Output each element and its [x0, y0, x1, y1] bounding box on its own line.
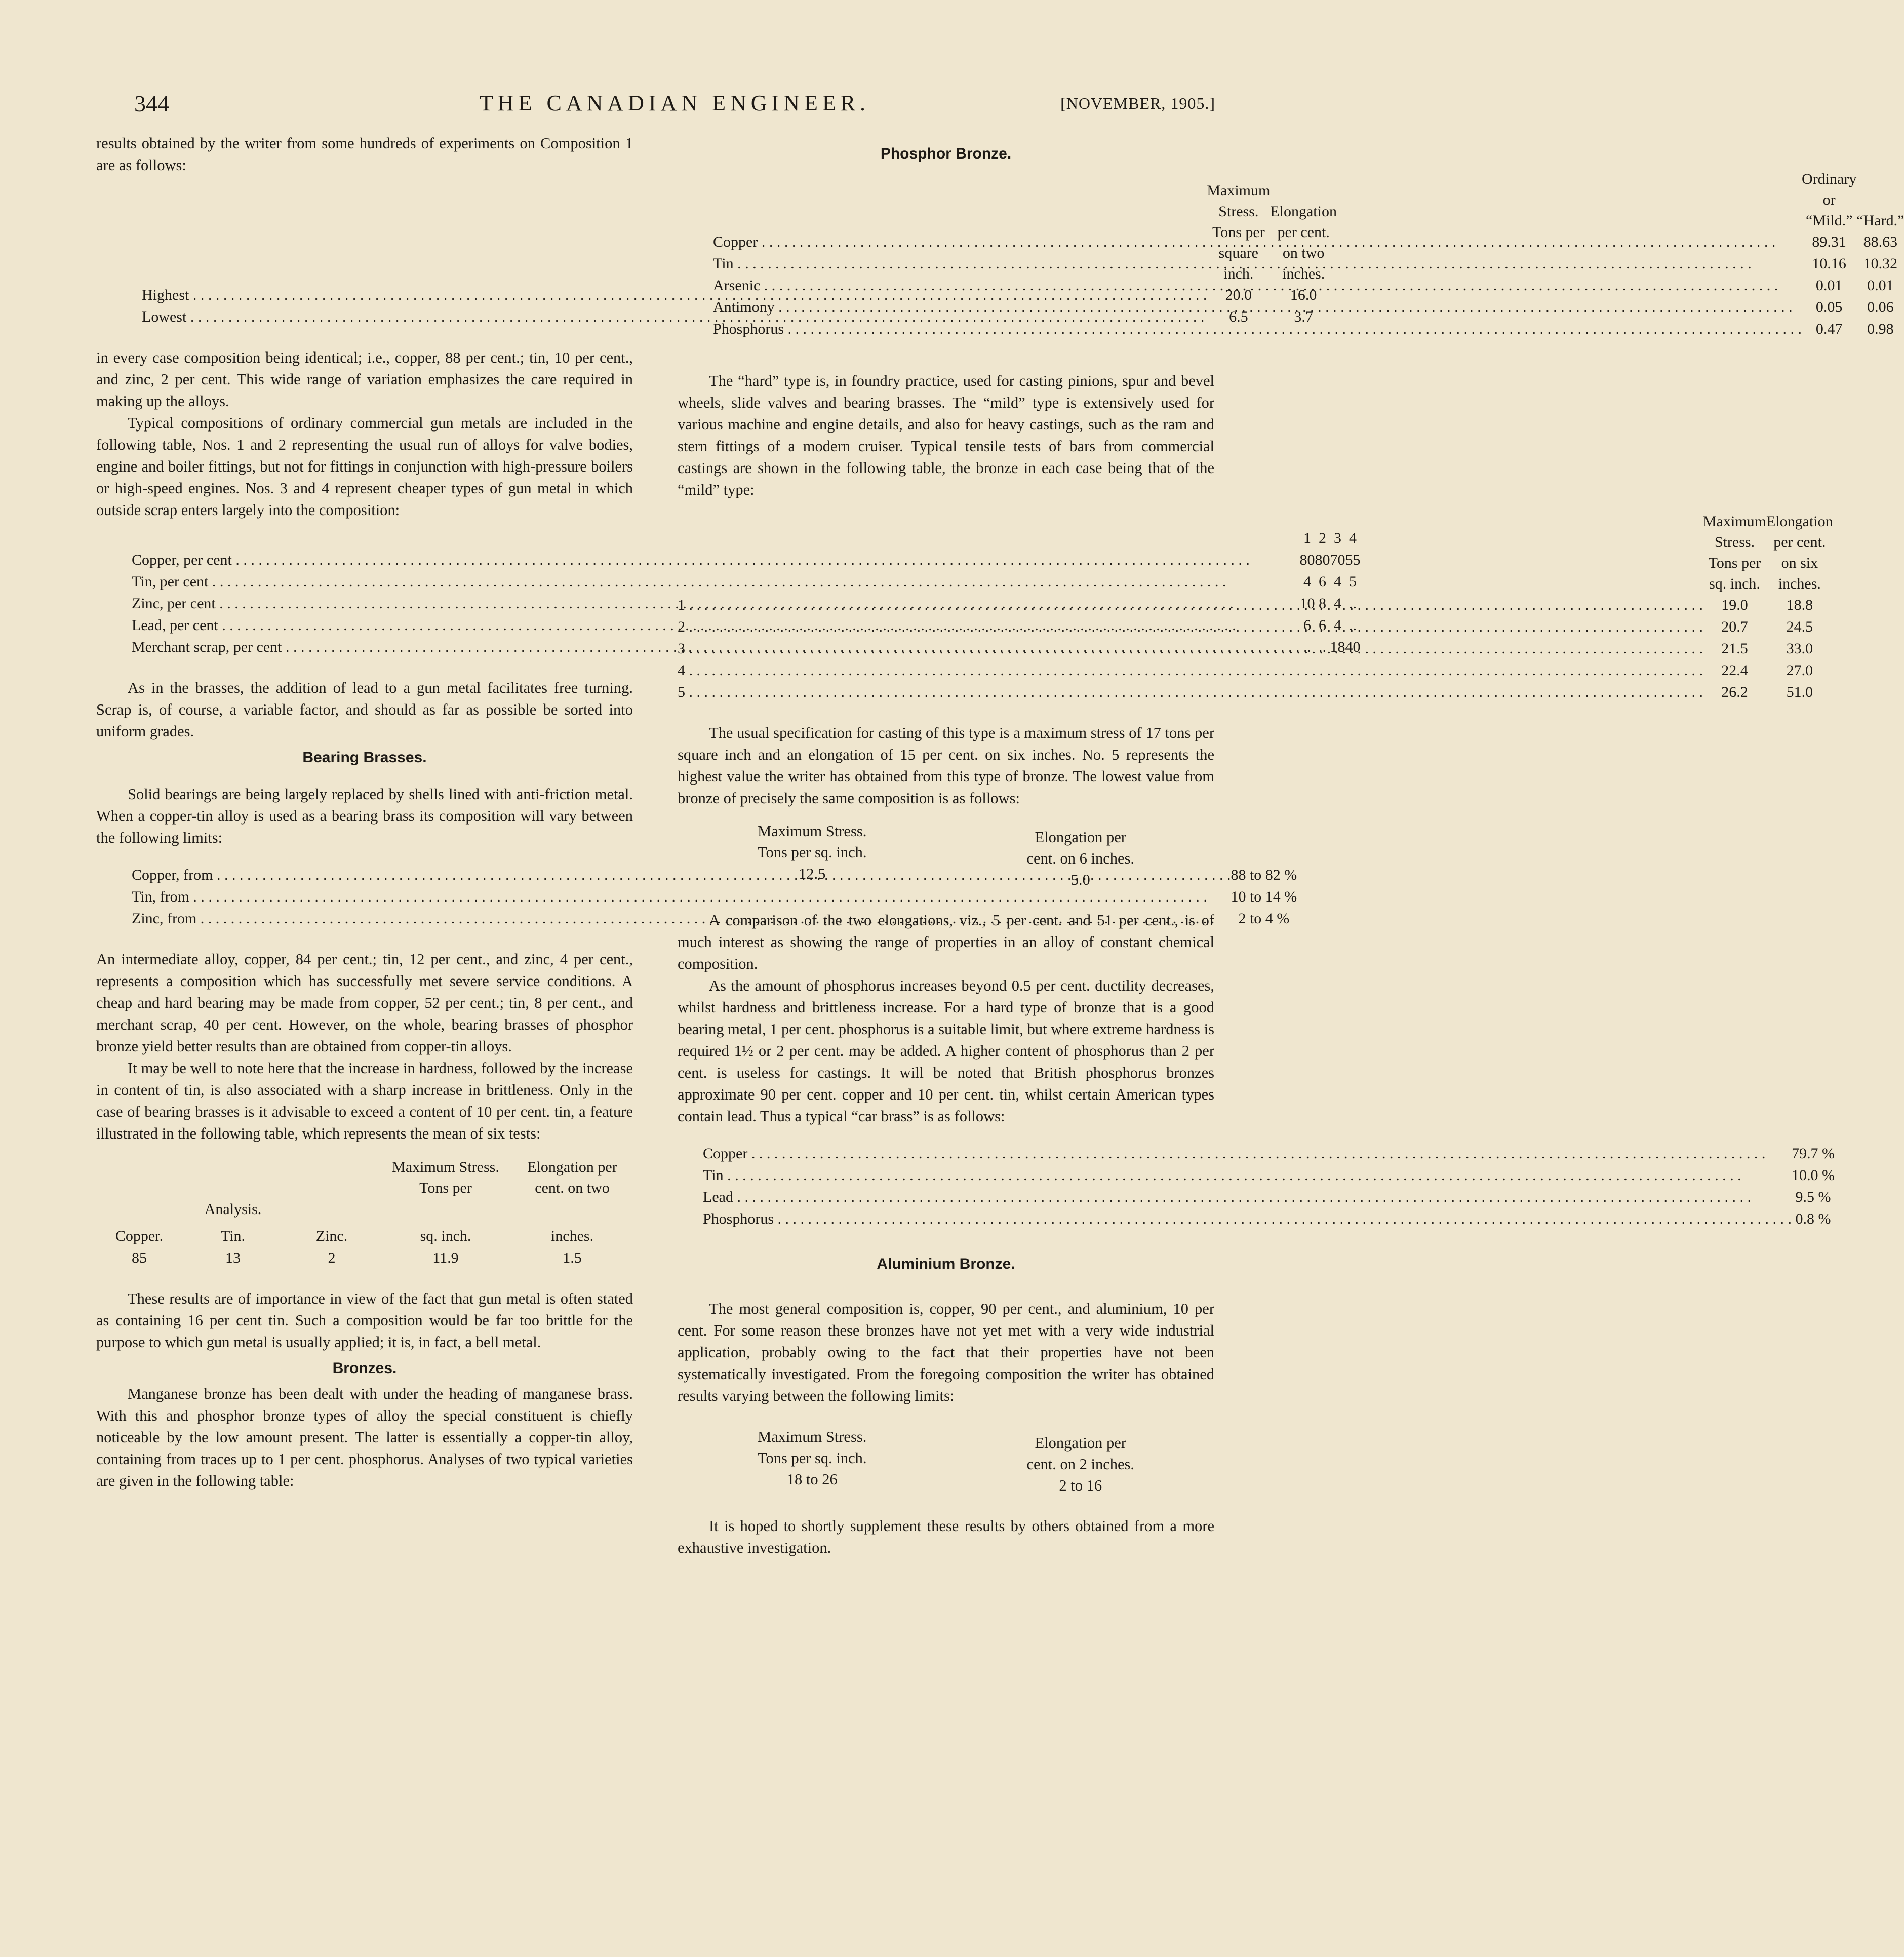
cell: 13: [225, 1249, 241, 1266]
cell: 19.0: [1721, 597, 1748, 613]
row-label: Tin . . .: [713, 253, 1802, 275]
cell: 26.2: [1721, 684, 1748, 700]
section-heading: Bronzes.: [332, 1360, 397, 1377]
row-label: Arsenic . . .: [713, 275, 1802, 296]
row-label: Antimony . . .: [713, 296, 1802, 318]
column-header: Elongation per cent. on two inches.: [1270, 203, 1337, 282]
row-label: 1 . . .: [678, 594, 1703, 616]
block-value: 18 to 26: [786, 1471, 838, 1488]
block-label: Maximum Stress.: [758, 1428, 867, 1445]
block-label: Elongation per: [1035, 1434, 1126, 1452]
row-label: 4 . . .: [678, 659, 1703, 681]
paragraph: As in the brasses, the addition of lead to a gun metal facilitates free turning. Scrap is, of course, a variable factor, and should as far as possible be sorted into uniform grades.: [96, 679, 633, 740]
row-label: Zinc, from . . .: [132, 908, 1231, 929]
cell: 55: [1345, 552, 1361, 568]
sub-header: sq. inch.: [420, 1228, 471, 1244]
tensile-tests-table: [678, 511, 1833, 703]
cell: 9.5 %: [1795, 1189, 1831, 1205]
block-value: 2 to 16: [1059, 1477, 1102, 1494]
cell: 0.01: [1867, 277, 1894, 294]
row-label: Phosphorus . . .: [703, 1208, 1792, 1230]
cell: 16.0: [1290, 287, 1317, 303]
column-header: 3: [1334, 530, 1342, 546]
cell: 0.8 %: [1795, 1210, 1831, 1227]
paragraph: As the amount of phosphorus increases beyond 0.5 per cent. ductility decreases, whilst hardness and brittleness increase. For a hard type of bronze that is a good bearing metal, 1 per cent. phosphorus is a suitable limit, but where extreme hardness is required 1½ or 2 per cent. may be added. A higher content of phosphorus than 2 per cent. is useless for castings. It will be noted that British phosphorus bronzes approximate 90 per cent. copper and 10 per cent. tin, whilst certain American types contain lead. Thus a typical “car brass” is as follows:: [678, 977, 1214, 1125]
block-value: 12.5: [799, 865, 826, 882]
elongation-block: [1026, 820, 1134, 890]
row-label: Lead, per cent . . .: [132, 614, 1300, 636]
cell: 11.9: [432, 1249, 459, 1266]
section-heading: Aluminium Bronze.: [877, 1256, 1015, 1272]
cell: 0.01: [1815, 277, 1843, 294]
paragraph: It may be well to note here that the increase in hardness, followed by the increase in content of tin, is also associated with a sharp increase in brittleness. Only in the case of bearing brasses is it advisable to exceed a content of 10 per cent. tin, a feature illustrated in the following table, which represents the mean of six tests:: [96, 1060, 633, 1142]
paragraph: Manganese bronze has been dealt with under the heading of manganese brass. With this and phosphor bronze types of alloy the special constituent is chiefly noticeable by the low amount present. The latter is essentially a copper-tin alloy, containing from traces up to 1 per cent. phosphorus. Analyses of two typical varieties are given in the following table:: [96, 1385, 633, 1490]
cell: 20.0: [1225, 287, 1252, 303]
column-header: Maximum Stress. Tons per square inch.: [1207, 182, 1271, 282]
sub-header: Tin.: [220, 1228, 246, 1244]
cell: 80: [1315, 552, 1330, 568]
paragraph: Solid bearings are being largely replaced by shells lined with anti-friction metal. When a copper-tin alloy is used as a bearing brass its composition will vary between the following limits:: [96, 786, 633, 846]
cell: 10.32: [1863, 255, 1898, 272]
paragraph: An intermediate alloy, copper, 84 per cent.; tin, 12 per cent., and zinc, 4 per cent., represents a composition which has successfully met severe service conditions. A cheap and hard bearing may be made from copper, 52 per cent.; tin, 8 per cent., and merchant scrap, 40 per cent. However, on the whole, bearing brasses of phosphor bronze yield better results than are obtained from copper-tin alloys.: [96, 951, 633, 1055]
section-heading: Phosphor Bronze.: [880, 145, 1012, 162]
page-number: 344: [134, 91, 169, 116]
row-label: 3 . . .: [678, 638, 1703, 659]
paragraph: in every case composition being identical; i.e., copper, 88 per cent.; tin, 10 per cent., and zinc, 2 per cent. This wide range of variation emphasizes the care required in making up the alloys.: [96, 349, 633, 410]
sub-header: inches.: [550, 1228, 594, 1244]
cell: 20.7: [1721, 618, 1748, 635]
cell: 6: [1319, 573, 1327, 590]
cell: 18: [1330, 639, 1345, 655]
paragraph: These results are of importance in view of the fact that gun metal is often stated as containing 16 per cent tin. Such a composition would be far too brittle for the purpose to which gun metal is usually applied; it is, in fact, a bell metal.: [96, 1290, 633, 1351]
row-label: Tin, per cent . . .: [132, 571, 1300, 593]
row-label: Tin, from . . .: [132, 886, 1231, 908]
cell: 4: [1334, 595, 1342, 612]
limits-block: [678, 1426, 1214, 1496]
row-label: Phosphorus . . .: [713, 318, 1802, 340]
block-label: Tons per sq. inch.: [757, 1450, 867, 1467]
cell: 89.31: [1812, 233, 1846, 250]
column-header: Maximum Stress. Tons per: [392, 1159, 499, 1196]
paragraph: Typical compositions of ordinary commercial gun metals are included in the following table, Nos. 1 and 2 representing the usual run of alloys for valve bodies, engine and boiler fittings, but not for fittings in conjunction with high-pressure boilers or high-speed engines. Nos. 3 and 4 represent cheaper types of gun metal in which outside scrap enters largely into the composition:: [96, 414, 633, 519]
cell: ..: [1319, 639, 1327, 655]
sub-header: Zinc.: [315, 1228, 348, 1244]
cell: 10: [1299, 595, 1315, 612]
row-label: Copper, from . . .: [132, 864, 1231, 886]
cell: 79.7 %: [1792, 1145, 1835, 1162]
stress-block: [758, 1426, 867, 1496]
cell: 10 to 14 %: [1231, 888, 1297, 905]
cell: 0.47: [1815, 321, 1843, 337]
cell: 4: [1334, 573, 1342, 590]
cell: 21.5: [1721, 640, 1748, 657]
column-header: Elongation per cent. on six inches.: [1766, 513, 1833, 592]
cell: 27.0: [1786, 662, 1813, 679]
row-label: Copper . . .: [713, 231, 1802, 253]
row-label: 2 . . .: [678, 616, 1703, 638]
row-label: Tin . . .: [703, 1164, 1792, 1186]
cell: 6.5: [1229, 308, 1248, 325]
block-label: cent. on 2 inches.: [1026, 1456, 1135, 1473]
cell: 0.06: [1867, 299, 1894, 316]
cell: 4: [1334, 617, 1342, 634]
row-label: Lead . . .: [703, 1186, 1792, 1208]
stress-block: [758, 820, 867, 890]
column-header: 4: [1349, 530, 1357, 546]
cell: 51.0: [1786, 684, 1813, 700]
block-value: 5.0: [1070, 871, 1090, 888]
cell: 5: [1349, 573, 1357, 590]
cell: 3.7: [1294, 308, 1313, 325]
lowest-value-block: [678, 820, 1214, 890]
column-header: Ordinary or “Mild.”: [1802, 171, 1857, 229]
cell: ..: [1349, 595, 1357, 612]
column-group-header: Analysis.: [204, 1201, 262, 1218]
mean-tests-table: [96, 1157, 633, 1269]
column-header: “Hard.”: [1856, 212, 1904, 229]
row-label: Highest . . .: [142, 284, 1207, 306]
cell: 2 to 4 %: [1238, 910, 1290, 927]
cell: 4: [1303, 573, 1312, 590]
paragraph: A comparison of the two elongations, viz., 5 per cent. and 51 per cent., is of much interest as showing the range of properties in an alloy of constant chemical composition.: [678, 912, 1214, 972]
cell: 85: [132, 1249, 147, 1266]
paragraph: results obtained by the writer from some hundreds of experiments on Composition 1 are as follows:: [96, 135, 633, 174]
page-header: [134, 90, 1215, 131]
cell: 24.5: [1786, 618, 1813, 635]
cell: 18.8: [1786, 597, 1813, 613]
cell: 88.63: [1863, 233, 1898, 250]
paragraph: The “hard” type is, in foundry practice, used for casting pinions, spur and bevel wheels, slide valves and bearing brasses. The “mild” type is extensively used for various machine and engine details, and also for heavy castings, such as the ram and stern fittings of a modern cruiser. Typical tensile tests of bars from commercial castings are shown in the following table, the bronze in each case being that of the “mild” type:: [678, 372, 1214, 498]
cell: 40: [1345, 639, 1361, 655]
column-header: Maximum Stress. Tons per sq. inch.: [1703, 513, 1766, 592]
phosphor-bronze-table: [713, 169, 1904, 340]
paragraph: The most general composition is, copper, 90 per cent., and aluminium, 10 per cent. For some reason these bronzes have not yet met with a very wide industrial application, probably owing to the fact that their properties have not been systematically investigated. From the foregoing composition the writer has obtained results varying between the following limits:: [678, 1300, 1214, 1404]
cell: 1.5: [563, 1249, 582, 1266]
elongation-block: [1026, 1426, 1134, 1496]
row-label: Copper . . .: [703, 1143, 1792, 1164]
cell: 33.0: [1786, 640, 1813, 657]
cell: 6: [1303, 617, 1312, 634]
car-brass-table: [703, 1143, 1835, 1230]
row-label: Copper, per cent . . .: [132, 549, 1300, 571]
column-header: 2: [1319, 530, 1327, 546]
journal-title: THE CANADIAN ENGINEER.: [479, 91, 870, 115]
cell: 8: [1319, 595, 1327, 612]
block-label: Tons per sq. inch.: [757, 844, 867, 861]
cell: 6: [1319, 617, 1327, 634]
cell: 2: [328, 1249, 336, 1266]
cell: ..: [1349, 617, 1357, 634]
cell: 0.98: [1867, 321, 1894, 337]
paragraph: It is hoped to shortly supplement these results by others obtained from a more exhaustive investigation.: [678, 1517, 1214, 1556]
block-label: Elongation per: [1035, 829, 1126, 846]
row-label: Lowest . . .: [142, 306, 1207, 328]
row-label: Merchant scrap, per cent . . .: [132, 636, 1300, 658]
column-header: Elongation per cent. on two: [527, 1159, 617, 1196]
cell: 70: [1330, 552, 1345, 568]
cell: 22.4: [1721, 662, 1748, 679]
section-heading: Bearing Brasses.: [302, 749, 427, 766]
cell: 10.0 %: [1792, 1167, 1835, 1184]
column-header: 1: [1303, 530, 1312, 546]
cell: 10.16: [1812, 255, 1846, 272]
cell: ..: [1303, 639, 1312, 655]
cell: 80: [1299, 552, 1315, 568]
block-label: Maximum Stress.: [758, 823, 867, 840]
cell: 0.05: [1815, 299, 1843, 316]
issue-date: [NOVEMBER, 1905.]: [1060, 94, 1215, 112]
row-label: Zinc, per cent . . .: [132, 593, 1300, 614]
cell: 88 to 82 %: [1231, 867, 1297, 883]
block-label: cent. on 6 inches.: [1026, 850, 1135, 867]
sub-header: Copper.: [115, 1228, 164, 1244]
row-label: 5 . . .: [678, 681, 1703, 703]
paragraph: The usual specification for casting of this type is a maximum stress of 17 tons per square inch and an elongation of 15 per cent. on six inches. No. 5 represents the highest value the writer has obtained from this type of bronze. The lowest value from bronze of precisely the same composition is as follows:: [678, 724, 1214, 807]
